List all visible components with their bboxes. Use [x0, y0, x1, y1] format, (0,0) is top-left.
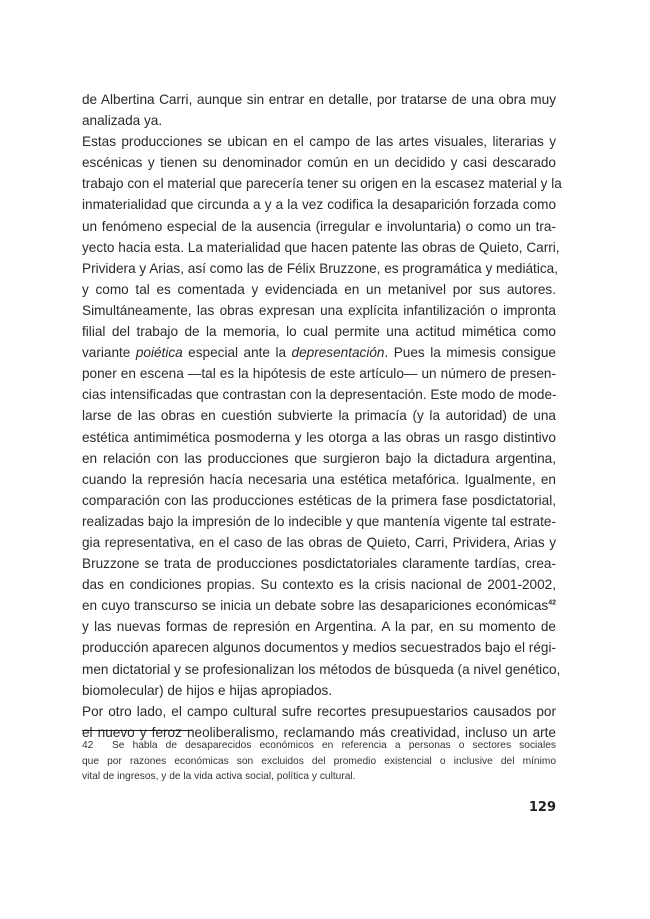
text-line: gia representativa, en el caso de las obras de Quieto, Carri, Prividera, Arias y — [82, 534, 556, 550]
text-line: realizadas bajo la impresión de lo indecible y que mantenía vigente tal estrate- — [82, 513, 556, 529]
footnote-line — [82, 738, 556, 754]
footnote-separator — [82, 730, 192, 731]
text-line: cias intensificadas que contrastan con la depresentación. Este modo de mode- — [82, 387, 557, 403]
text-run: en cuyo transcurso se inicia un debate sobre las desapariciones económicas — [82, 598, 549, 614]
text-line: filial del trabajo de la memoria, lo cual permite una actitud mimética como — [82, 324, 556, 340]
text-line: Prividera y Arias, así como las de Félix Bruzzone, es programática y mediática, — [82, 260, 558, 276]
text-line — [82, 342, 556, 363]
text-line: y las nuevas formas de represión en Argentina. A la par, en su momento de — [82, 619, 556, 635]
text-line: un fenómeno especial de la ausencia (irregular e involuntaria) o como un tra- — [82, 218, 556, 234]
text-line: poner en escena —tal es la hipótesis de este artículo— un número de presen- — [82, 366, 556, 382]
text-line: producción aparecen algunos documentos y medios secuestrados bajo el régi- — [82, 640, 556, 656]
text-line: biomolecular) de hijos e hijas apropiados. — [82, 682, 333, 698]
text-run: variante — [82, 345, 136, 361]
text-line: cuando la represión hacía necesaria una estética metafórica. Igualmente, en — [82, 471, 556, 487]
text-line: larse de las obras en cuestión subvierte la primacía (y la autoridad) de una — [82, 408, 556, 424]
italic-term: poiética — [135, 345, 183, 361]
body-text — [82, 89, 562, 743]
text-line: trabajo con el material que parecería tener su origen en la escasez material y la — [82, 176, 562, 192]
text-line: comparación con las producciones estéticas de la primera fase posdictatorial, — [82, 492, 556, 508]
text-line: Por otro lado, el campo cultural sufre recortes presupuestarios causados por — [82, 703, 556, 719]
footnote-text: Se habla de desaparecidos económicos en referencia a personas o sectores sociales — [112, 740, 556, 751]
text-line — [82, 595, 556, 616]
italic-term: depresentación — [291, 345, 385, 361]
text-line: el nuevo y feroz neoliberalismo, reclamando más creatividad, incluso un arte — [82, 724, 556, 740]
page-number: 129 — [528, 800, 556, 815]
text-line: inmaterialidad que circunda a y a la vez codifica la desaparición forzada como — [82, 197, 556, 213]
footnote-line: que por razones económicas son excluidos del promedio existencial o inclusive del mínimo — [82, 755, 556, 767]
text-line: escénicas y tienen su denominador común en un decidido y casi descarado — [82, 155, 556, 171]
footnote — [82, 738, 556, 785]
footnote-line: vital de ingresos, y de la vida activa social, política y cultural. — [82, 771, 356, 783]
text-line: y como tal es comentada y evidenciada en un metanivel por sus autores. — [82, 281, 556, 297]
text-line: Bruzzone se trata de producciones posdictatoriales claramente tardías, crea- — [82, 556, 556, 572]
text-line: estética antimimética posmoderna y les otorga a las obras un rasgo distintivo — [82, 429, 556, 445]
text-run: especial ante la — [182, 345, 292, 361]
text-line: analizada ya. — [82, 113, 163, 129]
text-line: Estas producciones se ubican en el campo de las artes visuales, literarias y — [82, 134, 556, 150]
text-line: de Albertina Carri, aunque sin entrar en detalle, por tratarse de una obra muy — [82, 92, 556, 107]
text-line: yecto hacia esta. La materialidad que hacen patente las obras de Quieto, Carri, — [82, 239, 560, 255]
footnote-reference: 42 — [548, 599, 556, 607]
text-line: men dictatorial y se profesionalizan los métodos de búsqueda (a nivel genético, — [82, 661, 561, 677]
footnote-number: 42 — [82, 740, 94, 751]
text-line: Simultáneamente, las obras expresan una explícita infantilización o impronta — [82, 302, 556, 318]
text-line: das en condiciones propias. Su contexto es la crisis nacional de 2001-2002, — [82, 577, 556, 593]
text-line: en relación con las producciones que surgieron bajo la dictadura argentina, — [82, 450, 556, 466]
text-run: . Pues la mimesis consigue — [384, 345, 556, 361]
